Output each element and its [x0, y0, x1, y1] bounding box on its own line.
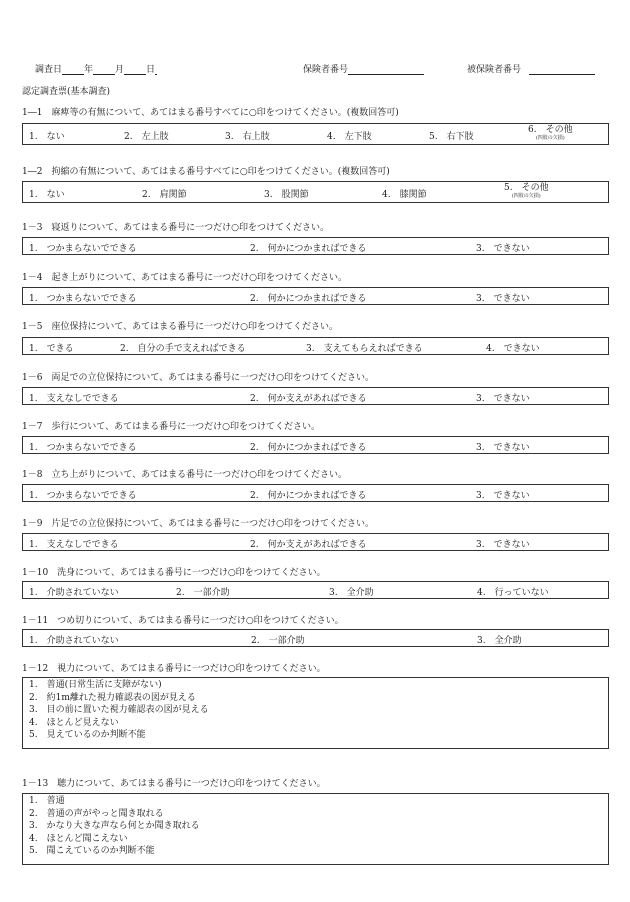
year-blank[interactable]: [62, 64, 84, 75]
question-1-2: 1―2 拘縮の有無について、あてはまる番号すべてに○印をつけてください。(複数回答可): [22, 167, 390, 177]
question-1-10: 1－10 洗身について、あてはまる番号に一つだけ○印をつけてください。: [22, 568, 326, 578]
option-1-12-3[interactable]: 3. 目の前に置いた視力確認表の図が見える: [29, 705, 209, 716]
option-1-5-4[interactable]: 4. できない: [486, 344, 540, 354]
option-1-1-6-label: 6. その他: [528, 125, 573, 135]
insurer-number-blank[interactable]: [348, 64, 424, 75]
options-1-13: [22, 793, 609, 865]
question-1-11: 1－11 つめ切りについて、あてはまる番号に一つだけ○印をつけてください。: [22, 616, 344, 626]
option-1-13-5[interactable]: 5. 聞こえているのか判断不能: [29, 846, 155, 857]
option-1-9-3[interactable]: 3. できない: [476, 540, 530, 550]
option-1-1-6[interactable]: [528, 125, 573, 142]
question-1-12: 1－12 視力について、あてはまる番号に一つだけ○印をつけてください。: [22, 664, 326, 674]
month-label: 月: [115, 65, 125, 75]
option-1-1-2[interactable]: 2. 左上肢: [124, 132, 169, 142]
question-1-1: 1―1 麻痺等の有無について、あてはまる番号すべてに○印をつけてください。(複数回答可): [22, 108, 399, 118]
question-1-9: 1－9 片足での立位保持について、あてはまる番号に一つだけ○印をつけてください。: [22, 519, 374, 529]
survey-date-label: 調査日: [35, 65, 63, 75]
question-1-4: 1－4 起き上がりについて、あてはまる番号に一つだけ○印をつけてください。: [22, 273, 347, 283]
insured-number: [467, 62, 595, 75]
insurer-label: 保険者番号: [303, 65, 349, 75]
option-1-4-3[interactable]: 3. できない: [476, 294, 530, 304]
options-1-6: [22, 387, 609, 405]
option-1-13-2[interactable]: 2. 普通の声がやっと聞き取れる: [29, 808, 164, 819]
option-1-11-2[interactable]: 2. 一部介助: [251, 636, 305, 646]
option-1-1-6-sub: (四肢の欠損): [535, 135, 565, 141]
option-1-13-1[interactable]: 1. 普通: [29, 796, 65, 806]
day-label: 日: [146, 65, 156, 75]
option-1-9-2[interactable]: 2. 何か支えがあればできる: [250, 540, 367, 550]
option-1-11-1[interactable]: 1. 介助されていない: [29, 636, 119, 646]
option-1-5-3[interactable]: 3. 支えてもらえればできる: [306, 344, 423, 354]
option-1-4-1[interactable]: 1. つかまらないでできる: [29, 294, 137, 304]
option-1-4-2[interactable]: 2. 何かにつかまればできる: [250, 294, 367, 304]
option-1-12-5[interactable]: 5. 見えているのか判断不能: [29, 730, 146, 741]
option-1-12-4[interactable]: 4. ほとんど見えない: [29, 717, 119, 728]
option-1-7-1[interactable]: 1. つかまらないでできる: [29, 443, 137, 453]
month-blank[interactable]: [93, 64, 115, 75]
option-1-13-4[interactable]: 4. ほとんど聞こえない: [29, 833, 128, 844]
options-1-1: [22, 123, 609, 145]
option-1-6-3[interactable]: 3. できない: [476, 394, 530, 404]
question-1-6: 1－6 両足での立位保持について、あてはまる番号に一つだけ○印をつけてください。: [22, 373, 374, 383]
option-1-2-4[interactable]: 4. 膝関節: [382, 190, 427, 200]
option-1-8-2[interactable]: 2. 何かにつかまればできる: [250, 491, 367, 501]
question-1-7: 1－7 歩行について、あてはまる番号に一つだけ○印をつけてください。: [22, 422, 320, 432]
option-1-13-3[interactable]: 3. かなり大きな声なら何とか聞き取れる: [29, 821, 200, 832]
question-1-3: 1－3 寝返りについて、あてはまる番号に一つだけ○印をつけてください。: [22, 223, 329, 233]
options-1-9: [22, 533, 609, 551]
question-1-8: 1－8 立ち上がりについて、あてはまる番号に一つだけ○印をつけてください。: [22, 470, 347, 480]
options-1-7: [22, 436, 609, 454]
option-1-8-1[interactable]: 1. つかまらないでできる: [29, 491, 137, 501]
option-1-1-4[interactable]: 4. 左下肢: [327, 132, 372, 142]
question-1-13: 1－13 聴力について、あてはまる番号に一つだけ○印をつけてください。: [22, 779, 326, 789]
option-1-2-2[interactable]: 2. 肩関節: [142, 190, 187, 200]
option-1-2-1[interactable]: 1. ない: [29, 190, 65, 200]
day-blank[interactable]: [124, 64, 146, 75]
option-1-2-3[interactable]: 3. 股関節: [264, 190, 309, 200]
question-1-5: 1－5 座位保持について、あてはまる番号に一つだけ○印をつけてください。: [22, 322, 338, 332]
options-1-12: [22, 677, 609, 749]
option-1-1-3[interactable]: 3. 右上肢: [225, 132, 270, 142]
options-1-3: [22, 237, 609, 255]
options-1-5: [22, 337, 609, 355]
insured-number-blank[interactable]: [529, 64, 595, 75]
option-1-12-2[interactable]: 2. 約1m離れた視力確認表の図が見える: [29, 692, 196, 703]
insurer-number: [303, 62, 424, 75]
option-1-12-1[interactable]: 1. 普通(日常生活に支障がない): [29, 680, 162, 690]
option-1-2-5[interactable]: [504, 183, 549, 200]
option-1-7-3[interactable]: 3. できない: [476, 443, 530, 453]
options-1-11: [22, 629, 609, 647]
option-1-1-5[interactable]: 5. 右下肢: [429, 132, 474, 142]
option-1-7-2[interactable]: 2. 何かにつかまればできる: [250, 443, 367, 453]
options-1-4: [22, 287, 609, 305]
form-title: 認定調査票(基本調査): [22, 87, 111, 97]
option-1-10-3[interactable]: 3. 全介助: [329, 588, 374, 598]
option-1-11-3[interactable]: 3. 全介助: [477, 636, 522, 646]
year-label: 年: [84, 65, 94, 75]
option-1-3-1[interactable]: 1. つかまらないでできる: [29, 244, 137, 254]
option-1-2-5-label: 5. その他: [504, 183, 549, 193]
option-1-5-1[interactable]: 1. できる: [29, 344, 74, 354]
option-1-6-1[interactable]: 1. 支えなしでできる: [29, 394, 119, 404]
options-1-2: [22, 181, 609, 203]
option-1-3-2[interactable]: 2. 何かにつかまればできる: [250, 244, 367, 254]
option-1-2-5-sub: (四肢の欠損): [511, 193, 541, 199]
option-1-9-1[interactable]: 1. 支えなしでできる: [29, 540, 119, 550]
option-1-8-3[interactable]: 3. できない: [476, 491, 530, 501]
option-1-10-4[interactable]: 4. 行っていない: [477, 588, 549, 598]
options-1-10: [22, 581, 609, 599]
day-blank-end: [155, 64, 157, 75]
options-1-8: [22, 484, 609, 502]
option-1-10-2[interactable]: 2. 一部介助: [176, 588, 230, 598]
option-1-5-2[interactable]: 2. 自分の手で支えればできる: [120, 344, 246, 354]
option-1-6-2[interactable]: 2. 何か支えがあればできる: [250, 394, 367, 404]
insured-label: 被保険者番号: [467, 65, 522, 75]
option-1-3-3[interactable]: 3. できない: [476, 244, 530, 254]
option-1-1-1[interactable]: 1. ない: [29, 132, 65, 142]
survey-date: [35, 62, 157, 75]
option-1-10-1[interactable]: 1. 介助されていない: [29, 588, 119, 598]
